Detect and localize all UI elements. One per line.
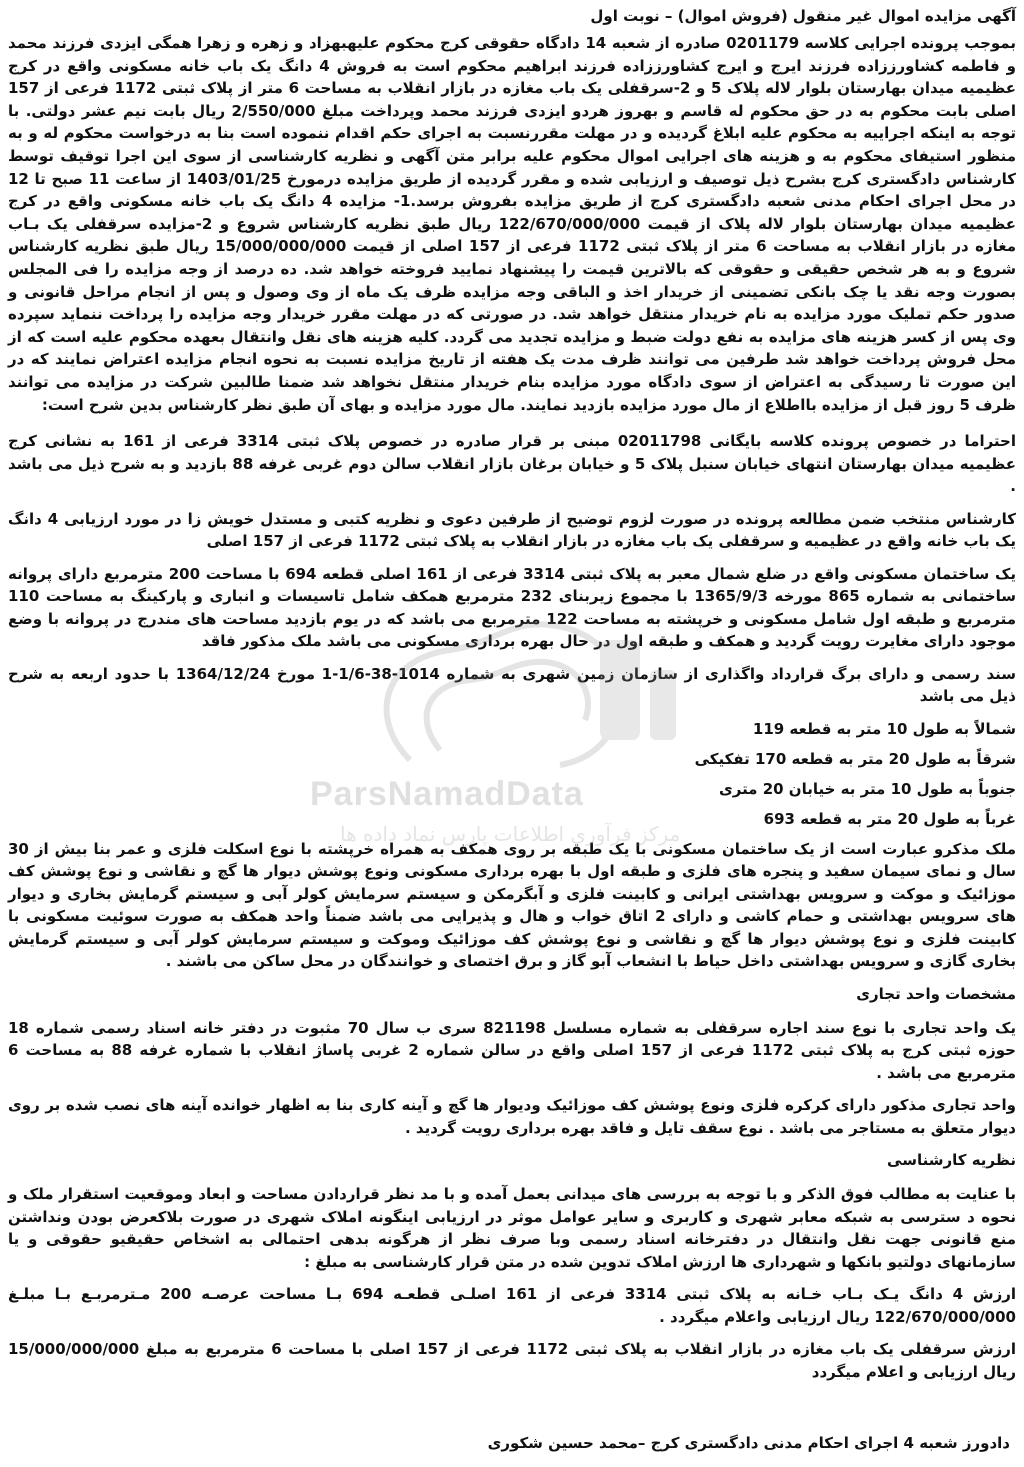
watermark-persian-text: مرکز فرآوری اطلاعات پارس نماد داده ها xyxy=(340,822,681,846)
deed-paragraph: سند رسمی و دارای برگ قرارداد واگذاری از سازمان زمین شهری به شماره 1014-38-1/6-1 مورخ 1364/12/24 با حدود اربعه به شرح ذیل می باشد xyxy=(8,664,1016,706)
building-description: ملک مذکرو عبارت است از یک ساختمان مسکونی با یک طبقه بر روی همکف به همراه خرپشته با نوع اسکلت فلزی و عمر بنا بیش از 30 سال و نمای سیمان سفید و پنجره های فلزی و طبقه اول با بهره برداری مسکونی ونوع پوشش دیوار ها گچ و نقاشی و نوع پوشش کف موزائیک و موکت و سرویس بهداشتی ایرانی و کابینت فلزی و آبگرمکن و سیستم سرمایش کولر آبی و سیستم گرمایش بخاری و دیوار های سرویس بهداشتی و حمام کاشی و دارای 2 اتاق خواب و هال و پذیرایی می باشد ضمناً واحد همکف به صورت سوئیت مسکونی با کابینت فلزی و نوع پوشش دیوار ها گچ و نقاشی و نوع پوشش کف موزائیک وموکت و سیستم سرمایش کولر آبی و سیستم گرمایش بخاری گازی و سرویس بهداشتی داخل حیاط با انشعاب آبو گاز و برق اختصای و خوانندگان در محل ساکن می باشند . xyxy=(8,839,1016,971)
watermark-text: ParsNamadData xyxy=(310,775,584,813)
intro-paragraph: بموجب پرونده اجرایی کلاسه 0201179 صادره از شعبه 14 دادگاه حقوقی کرج محکوم علیهبهزاد و زهره و زهرا همگی ایزدی فرزند محمد و فاطمه کشاورززاده فرزند ایرج و ایرج کشاورززاده فرزند ابراهیم محکوم است به فروش 4 دانگ یک باب خانه مسکونی واقع در کرج عظیمیه میدان بهارستان بلوار لاله پلاک 5 و 2-سرقفلی یک باب مغازه در بازار انقلاب به مساحت 6 متر از پلاک ثبتی 1172 فرعی از 157 اصلی بابت محکوم به در حق محکوم له قاسم و بهروز هردو ایزدی فرزند محمد وپرداخت مبلغ 2/550/000 ریال بابت نیم عشر دولتی. با توجه به اینکه اجراییه به محکوم علیه ابلاغ گردیده و در مهلت مقررنسبت به اجرای حکم اقدام ننموده است بنا به درخواست محکوم له و به منظور استیفای محکوم به و هزینه های اجرایی اموال محکوم علیه برابر متن آگهی و نظریه کارشناسی از سوی این اجرا توقیف توسط کارشناس دادگستری کرج بشرح ذیل توصیف و ارزیابی شده و مقرر گردیده از طریق مزایده درمورخ 1403/01/25 از ساعت 11 صبح تا 12 در محل اجرای احکام مدنی شعبه دادگستری کرج از طریق مزایده بفروش برسد.1- مزایده 4 دانگ یک باب خانه مسکونی واقع در کرج عظیمیه میدان بهارستان بلوار لاله پلاک از قیمت 122/670/000/000 ریال طبق نظریه کارشناس شروع و 2-مزایده سرقفلی یک بـاب مغازه در بازار انقلاب به مساحت 6 متر از پلاک ثبتی 1172 فرعی از 157 اصلی از قیمت 15/000/000/000 ریال طبق نظریه کارشناس شروع و به هر شخص حقیقی و حقوقی که بالاترین قیمت را پیشنهاد نمایید فروخته خواهد شد. ده درصد از وجه مزایده را فی المجلس بصورت وجه نقد یا چک بانکی تضمینی از خریدار اخذ و الباقی وجه مزایده ظرف یک ماه از وی وصول و پس از انجام مراحل قانونی و صدور حکم تملیک مورد مزایده به نام خریدار منتقل خواهد شد. در صورتی که در مهلت مقرر خریدار وجه مزایده را پرداخت ننماید سپرده وی پس از کسر هزینه های مزایده به نفع دولت ضبط و مزایده تجدید می گردد. کلیه هزینه های نقل وانتقال بعهده محکوم علیه است که از محل فروش پرداخت خواهد شد طرفین می توانند ظرف مدت یک هفته از تاریخ مزایده نسبت به نحوه انجام مزایده اعتراض نمایند که در این صورت تا رسیدگی به اعتراض از سوی دادگاه مورد مزایده بنام خریدار منتقل نخواهد شد ضمنا طالبین شرکت در مزایده می توانند ظرف 5 روز قبل از مزایده بااطلاع از مال مورد مزایده بازدید نمایند. مال مورد مزایده و بهای آن طبق نظر کارشناس بدین شرح است: xyxy=(8,34,1017,414)
signature-line: دادورز شعبه 4 اجرای احکام مدنی دادگستری کرج –محمد حسین شکوری xyxy=(487,1434,1010,1452)
boundary-east: شرقاً به طول 20 متر به قطعه 170 تفکیکی xyxy=(694,749,1016,768)
notice-title: آگهی مزایده اموال غیر منقول (فروش اموال) – نوبت اول xyxy=(590,7,1016,25)
commercial-paragraph: یک واحد تجاری با نوع سند اجاره سرقفلی به شماره مسلسل 821198 سری ب سال 70 مثبوت در دفتر خانه اسناد رسمی شماره 18 حوزه ثبتی کرج به پلاک ثبتی 1172 فرعی از 157 اصلی واقع در سالن شماره 2 غربی پاساژ انقلاب با شماره غرفه 88 به مساحت 6 مترمربع می باشد . xyxy=(8,1018,1016,1082)
boundary-south: جنوباً به طول 10 متر به خیابان 20 متری xyxy=(718,779,1016,798)
opinion-heading: نظریه کارشناسی xyxy=(887,1151,1016,1170)
boundary-west: غرباً به طول 20 متر به قطعه 693 xyxy=(763,809,1016,828)
commercial-paragraph: واحد تجاری مذکور دارای کرکره فلزی ونوع پوشش کف موزائیک ودیوار ها گچ و آینه کاری بنا به اظهار خوانده آینه های نصب شده بر روی دیوار متعلق به مستاجر می باشد . نوع سقف تایل و فاقد بهره برداری رویت گردید . xyxy=(8,1096,1016,1137)
shop-valuation-paragraph: ارزش سرقفلی یک باب مغازه در بازار انقلاب به پلاک ثبتی 1172 فرعی از 157 اصلی با مساحت 6 مترمربع به مبلغ 15/000/000/000 ریال ارزیابی و اعلام میگردد xyxy=(8,1340,1016,1381)
building-paragraph: یک ساختمان مسکونی واقع در ضلع شمال معبر به پلاک ثبتی 3314 فرعی از 161 اصلی قطعه 694 با مساحت 200 مترمربع دارای پروانه ساختمانی به شماره 865 مورخه 1365/9/3 با مجموع زیربنای 232 مترمربع همکف شامل تاسیسات و انباری و پارکینگ به مساحت 110 مترمربع و طبقه اول شامل مسکونی و خرپشته به مساحت 122 مترمربع می باشد که در یوم بازدید مساحت های مندرج در پروانه با وضع موجود دارای مغایرت رویت گردید و همکف و طبقه اول در حال بهره برداری مسکونی می باشد ملک مذکور فاقد xyxy=(8,564,1016,651)
opinion-paragraph: با عنایت به مطالب فوق الذکر و با توجه به بررسی های میدانی بعمل آمده و با مد نظر قراردادن مساحت و ابعاد وموقعیت استقرار ملک و نحوه د سترسی به شبکه معابر شهری و کاربری و سایر عوامل موثر در ارزیابی اینگونه املاک شهری در صورت بلاکعرض بودن ونداشتن منع قانونی جهت نقل وانتقال در دفترخانه اسناد رسمی وبا صرف نظر از هرگونه بدهی احتمالی به اشخاص حقیقیو حقوقی و یا سازمانهای دولتیو بانکها و شهرداری ها ارزش املاک تدوین شده در متن قرار کارشناسی به مبلغ : xyxy=(8,1185,1016,1271)
boundary-north: شمالاً به طول 10 متر به قطعه 119 xyxy=(752,719,1016,738)
commercial-heading: مشخصات واحد تجاری xyxy=(856,984,1016,1003)
expert-reference-paragraph: احتراما در خصوص پرونده کلاسه بایگانی 02011798 مبنی بر قرار صادره در خصوص پلاک ثبتی 3314 فرعی از 161 به نشانی کرج عظیمیه میدان بهارستان انتهای خیابان سنبل پلاک 5 و خیابان برغان بازار انقلاب سالن دوم غربی غرفه 88 بازدید و به شرح ذیل می باشد . xyxy=(8,432,1016,496)
house-valuation-paragraph: ارزش 4 دانگ یـک بـاب خـانه به پلاک ثبتی 3314 فرعی از 161 اصلـی قطعـه 694 بـا مساحت عرصـه 200 مـترمربـع بـا مبلـغ 122/670/000/000 ریال ارزیابی واعلام میگردد . xyxy=(8,1285,1016,1326)
expert-task-paragraph: کارشناس منتخب ضمن مطالعه پرونده در صورت لزوم توضیح از طرفین دعوی و نظریه کتبی و مستدل خویش زا در مورد ارزیابی 4 دانگ یک باب خانه واقع در عظیمیه و سرقفلی یک باب مغازه در بازار انقلاب به پلاک ثبتی 1172 فرعی از 157 اصلی xyxy=(8,509,1016,551)
